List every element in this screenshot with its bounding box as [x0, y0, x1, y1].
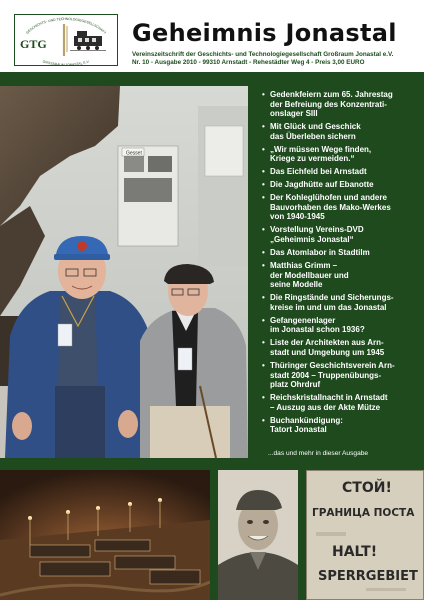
sign-line-3: HALT! [332, 544, 378, 560]
topic-line: der Befreiung des Konzentrati- [270, 99, 387, 109]
topic-line: • Das Eichfeld bei Arnstadt [270, 167, 367, 177]
more-in-issue-text: ...das und mehr in dieser Ausgabe [268, 450, 369, 457]
logo-letters: GTG [20, 37, 47, 51]
topic-line: • Thüringer Geschichtsverein Arn- [270, 360, 395, 370]
topic-line: – Auszug aus der Akte Mütze [270, 402, 381, 412]
topic-item [262, 225, 420, 244]
logo-bottom-text: GROSSRAUM JONASTAL E.V. [42, 59, 90, 66]
topic-line: • Gedenkfeiern zum 65. Jahrestag [270, 90, 393, 99]
topic-line: • Matthias Grimm – [270, 261, 338, 271]
topic-line: Bauvorhaben des Mako-Werkes [270, 202, 391, 212]
topic-item [262, 145, 420, 164]
topic-line: • Gefangenenlager [270, 315, 336, 325]
topic-item [262, 193, 420, 222]
topic-line: • Vorstellung Vereins-DVD [270, 225, 364, 235]
topic-line: das Überleben sichern [270, 131, 356, 141]
cover-header [0, 0, 424, 72]
sign-line-2: ГРАНИЦА ПОСТА [312, 507, 415, 519]
photo-warning-sign [306, 470, 424, 600]
gtg-logo [14, 14, 118, 66]
topic-line: • Das Atomlabor in Stadtilm [270, 248, 370, 258]
topic-line: • Die Ringstände und Sicherungs- [270, 293, 394, 303]
topic-line: seine Modelle [270, 280, 323, 290]
topic-item [262, 90, 420, 119]
topic-item [262, 248, 420, 258]
topic-line: platz Ohrdruf [270, 380, 321, 390]
topic-line: onslager SIII [270, 109, 318, 119]
photo-model-camp [0, 470, 210, 600]
topic-line: stadt und Umgebung um 1945 [270, 347, 385, 357]
sign-line-1: СТОЙ! [342, 480, 392, 496]
topic-line: kreise im und um das Jonastal [270, 302, 387, 312]
topic-line: stadt 2004 – Truppenübungs- [270, 370, 382, 380]
topic-item [262, 180, 420, 190]
topic-line: von 1940-1945 [270, 212, 325, 222]
topic-item [262, 361, 420, 390]
topic-item [262, 416, 420, 435]
topic-item [262, 261, 420, 290]
topic-line: der Modellbauer und [270, 270, 349, 280]
topic-line: • Buchankündigung: [270, 415, 343, 425]
topic-line: „Geheimnis Jonastal“ [270, 235, 354, 245]
publisher-line: Vereinszeitschrift der Geschichts- und Technologiegesellschaft Großraum Jonastal e.V. [132, 51, 394, 58]
topic-item [262, 338, 420, 357]
issue-info-line: Nr. 10 - Ausgabe 2010 - 99310 Arnstadt - Rehestädter Weg 4 - Preis 3,00 EURO [132, 59, 365, 66]
topic-line: im Jonastal schon 1936? [270, 325, 365, 335]
topic-line: • Reichskristallnacht in Arnstadt [270, 393, 388, 403]
photo-soldier-portrait [218, 470, 298, 600]
topic-item [262, 316, 420, 335]
exhibit-sign: Gesset [126, 150, 142, 157]
topic-line: Kriege zu vermeiden.“ [270, 154, 355, 164]
topic-item [262, 167, 420, 177]
topic-item [262, 122, 420, 141]
magazine-title: Geheimnis Jonastal [132, 19, 397, 47]
topic-line: • Mit Glück und Geschick [270, 122, 361, 132]
sign-line-4: SPERRGEBIET [318, 569, 418, 584]
cover-photo-veterans [0, 86, 248, 458]
topics-list [262, 90, 420, 438]
topic-line: • Die Jagdhütte auf Ebanotte [270, 180, 374, 190]
topic-line: • Liste der Architekten aus Arn- [270, 338, 384, 348]
topic-item [262, 293, 420, 312]
topic-line: • „Wir müssen Wege finden, [270, 144, 372, 154]
logo-top-text: GESCHICHTS- UND TECHNOLOGIEGESELLSCHAFT [25, 16, 107, 35]
topic-line: Tatort Jonastal [270, 425, 327, 435]
topic-line: • Der Kohleglühofen und andere [270, 193, 387, 203]
topic-item [262, 393, 420, 412]
